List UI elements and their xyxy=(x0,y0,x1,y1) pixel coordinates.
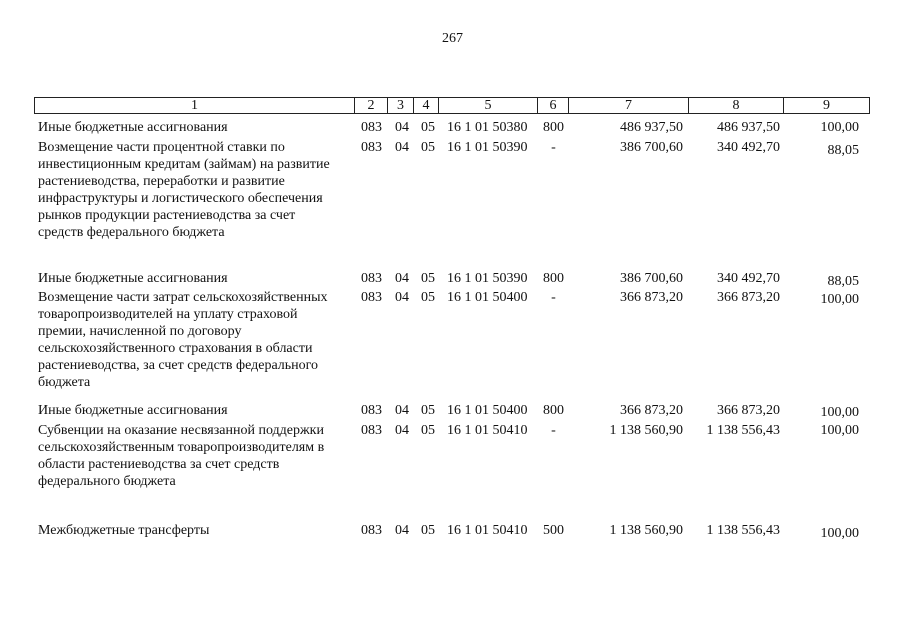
page-number: 267 xyxy=(442,31,463,46)
row-col7: 386 700,60 xyxy=(620,271,683,286)
header-col-6: 6 xyxy=(538,97,569,114)
row-name: Межбюджетные трансферты xyxy=(38,523,210,538)
row-col6: 800 xyxy=(543,271,564,286)
header-col-7: 7 xyxy=(569,97,689,114)
row-col6: - xyxy=(551,290,556,305)
row-name: Иные бюджетные ассигнования xyxy=(38,120,228,135)
row-col8: 1 138 556,43 xyxy=(706,523,780,538)
row-col7: 386 700,60 xyxy=(620,140,683,155)
row-col5: 16 1 01 50410 xyxy=(447,523,528,538)
row-col3: 04 xyxy=(395,120,409,135)
row-col4: 05 xyxy=(421,120,435,135)
header-col-1: 1 xyxy=(34,97,355,114)
row-col5: 16 1 01 50410 xyxy=(447,423,528,438)
row-col2: 083 xyxy=(361,271,382,286)
row-col7: 486 937,50 xyxy=(620,120,683,135)
row-name: Возмещение части процентной ставки по инвестиционным кредитам (займам) на развитие растениеводства, переработки и развитие инфраструктуры и логистического обеспечения рынков продукции растениеводства за счет средств федерального бюджета xyxy=(38,140,330,240)
row-name: Иные бюджетные ассигнования xyxy=(38,271,228,286)
row-col3: 04 xyxy=(395,523,409,538)
row-col8: 366 873,20 xyxy=(717,290,780,305)
row-col4: 05 xyxy=(421,290,435,305)
row-col5: 16 1 01 50390 xyxy=(447,271,528,286)
header-col-4: 4 xyxy=(414,97,439,114)
row-col7: 366 873,20 xyxy=(620,290,683,305)
row-name: Субвенции на оказание несвязанной поддержки сельскохозяйственным товаропроизводителям в области растениеводства за счет средств федерального бюджета xyxy=(38,423,325,489)
row-col8: 1 138 556,43 xyxy=(706,423,780,438)
row-col8: 486 937,50 xyxy=(717,120,780,135)
row-col3: 04 xyxy=(395,140,409,155)
row-col6: 800 xyxy=(543,403,564,418)
row-col7: 366 873,20 xyxy=(620,403,683,418)
row-col3: 04 xyxy=(395,290,409,305)
row-col9: 100,00 xyxy=(820,292,859,307)
row-col3: 04 xyxy=(395,403,409,418)
header-col-3: 3 xyxy=(388,97,414,114)
row-col8: 340 492,70 xyxy=(717,271,780,286)
header-col-5: 5 xyxy=(439,97,538,114)
row-col7: 1 138 560,90 xyxy=(609,523,683,538)
header-col-2: 2 xyxy=(355,97,388,114)
header-col-8: 8 xyxy=(689,97,784,114)
row-col4: 05 xyxy=(421,523,435,538)
row-col9: 88,05 xyxy=(827,274,859,289)
row-col4: 05 xyxy=(421,271,435,286)
row-col2: 083 xyxy=(361,403,382,418)
row-name: Иные бюджетные ассигнования xyxy=(38,403,228,418)
row-col7: 1 138 560,90 xyxy=(609,423,683,438)
row-name: Возмещение части затрат сельскохозяйственных товаропроизводителей на уплату страховой премии, начисленной по договору сельскохозяйственного страхования в области растениеводства, за счет средств федерального бюджета xyxy=(38,290,328,390)
row-col9: 100,00 xyxy=(820,120,859,135)
row-col5: 16 1 01 50400 xyxy=(447,403,528,418)
row-col8: 340 492,70 xyxy=(717,140,780,155)
row-col5: 16 1 01 50380 xyxy=(447,120,528,135)
row-col4: 05 xyxy=(421,140,435,155)
row-col4: 05 xyxy=(421,403,435,418)
row-col9: 100,00 xyxy=(820,405,859,420)
row-col2: 083 xyxy=(361,140,382,155)
row-col2: 083 xyxy=(361,523,382,538)
row-col3: 04 xyxy=(395,423,409,438)
row-col9: 100,00 xyxy=(820,423,859,438)
row-col6: - xyxy=(551,140,556,155)
row-col6: - xyxy=(551,423,556,438)
row-col9: 88,05 xyxy=(827,143,859,158)
row-col4: 05 xyxy=(421,423,435,438)
row-col9: 100,00 xyxy=(820,526,859,541)
row-col2: 083 xyxy=(361,423,382,438)
row-col8: 366 873,20 xyxy=(717,403,780,418)
row-col2: 083 xyxy=(361,290,382,305)
row-col6: 800 xyxy=(543,120,564,135)
row-col5: 16 1 01 50400 xyxy=(447,290,528,305)
header-col-9: 9 xyxy=(784,97,870,114)
row-col2: 083 xyxy=(361,120,382,135)
row-col5: 16 1 01 50390 xyxy=(447,140,528,155)
row-col6: 500 xyxy=(543,523,564,538)
row-col3: 04 xyxy=(395,271,409,286)
